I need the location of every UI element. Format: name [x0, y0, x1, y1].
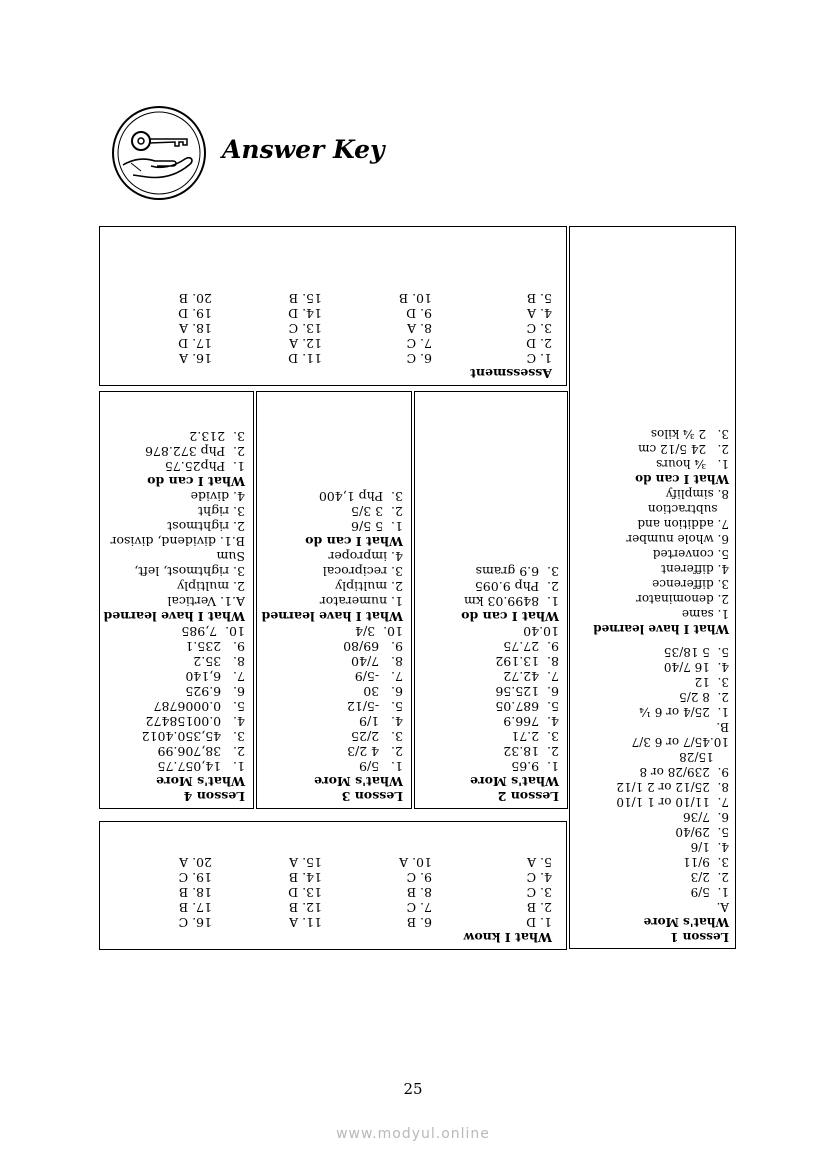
- answer-line: 4. C: [526, 870, 552, 885]
- answer-line: 8. 25/12 or 2 1/12: [616, 780, 729, 794]
- answer-line: 7. 11/10 or 1 1/10: [616, 795, 729, 809]
- assessment-box: [99, 226, 567, 386]
- answer-line: 10. A: [399, 855, 432, 870]
- answer-line: 4. improper: [328, 549, 403, 564]
- answer-line: 6. 125.56: [495, 684, 559, 699]
- answer-line: 5. A: [527, 855, 552, 870]
- answer-line: 4. different: [661, 562, 729, 576]
- answer-line: 3. 6.9 grams: [475, 564, 559, 579]
- answer-line: 4. A: [527, 306, 552, 321]
- section-heading: What I can do: [635, 472, 729, 486]
- answer-line: 11. D: [288, 351, 322, 366]
- answer-line: 15. A: [289, 855, 322, 870]
- answer-line: 2. 8 2/5: [679, 690, 729, 704]
- answer-line: 6. C: [406, 351, 432, 366]
- section-heading: What's More: [156, 774, 245, 789]
- answer-line: 2. Php 372.876: [145, 444, 245, 459]
- answer-line: 15. B: [288, 291, 322, 306]
- answer-column: [322, 291, 432, 366]
- section-heading: What I can do: [305, 534, 403, 549]
- section-heading: What I can do: [147, 474, 245, 489]
- section-heading: What I can do: [461, 609, 559, 624]
- lesson3-content: [261, 489, 403, 804]
- answer-line: 7. C: [406, 336, 432, 351]
- answer-line: 3. 213.2: [189, 429, 245, 444]
- answer-line: 4. divide: [190, 489, 245, 504]
- answer-line: 3. reciprocal: [322, 564, 403, 579]
- answer-line: 18. A: [179, 321, 212, 336]
- answer-line: 13. D: [288, 885, 322, 900]
- answer-line: 7. -5/9: [354, 669, 403, 684]
- answer-column: [432, 291, 552, 366]
- answer-line: 9. 235.1: [185, 639, 245, 654]
- answer-line: [571, 636, 729, 644]
- answer-line: 9. C: [406, 870, 432, 885]
- section-heading: Lesson 2: [497, 789, 559, 804]
- answer-line: 1. D: [526, 915, 552, 930]
- answer-line: 2. 4 2/3: [347, 744, 403, 759]
- answer-line: 4. 1/6: [690, 840, 729, 854]
- answer-line: 3. 12: [694, 675, 729, 689]
- answer-line: 9. D: [406, 306, 432, 321]
- section-heading: What I have learned: [593, 622, 729, 636]
- answer-line: A.1. Vertical: [167, 594, 245, 609]
- answer-line: 9. 27.75: [503, 639, 559, 654]
- answer-line: 7. C: [406, 900, 432, 915]
- answer-column: [322, 855, 432, 930]
- page-title: Answer Key: [222, 135, 385, 164]
- what-i-know-heading: What I know: [463, 930, 552, 945]
- answer-line: 9. 239/28 or 8: [639, 765, 729, 779]
- answer-line: 2. denominator: [636, 592, 729, 606]
- answer-line: 15/28: [679, 750, 729, 764]
- answer-line: 3. difference: [652, 577, 729, 591]
- answer-line: 2. 38,706.99: [157, 744, 245, 759]
- answer-line: 1. same: [681, 607, 729, 621]
- answer-line: 3. 2 ¾ kilos: [650, 427, 729, 441]
- answer-line: 2. multiply: [335, 579, 403, 594]
- answer-line: 4. 1/9: [359, 714, 403, 729]
- section-heading: What's More: [470, 774, 559, 789]
- answer-line: 3. 45,350.4012: [141, 729, 245, 744]
- answer-line: 3. Php 1,400: [318, 489, 403, 504]
- answer-line: 1. 5/9: [359, 759, 403, 774]
- answer-line: 14. B: [288, 870, 322, 885]
- section-heading: What I have learned: [103, 609, 245, 624]
- answer-line: 20. A: [179, 855, 212, 870]
- answer-line: 3. C: [526, 885, 552, 900]
- answer-line: 16. A: [179, 351, 212, 366]
- answer-line: 8. simplify: [665, 487, 729, 501]
- answer-line: 4. 16 7/40: [663, 660, 729, 674]
- answer-line: 5. B: [526, 291, 552, 306]
- lesson4-box: [99, 391, 254, 809]
- answer-line: 2. D: [526, 336, 552, 351]
- answer-line: 17. B: [178, 900, 212, 915]
- answer-line: 8. 13.192: [495, 654, 559, 669]
- answer-line: 12. B: [288, 900, 322, 915]
- section-heading: Lesson 3: [341, 789, 403, 804]
- answer-line: 19. D: [178, 306, 212, 321]
- answer-line: 13. C: [288, 321, 322, 336]
- answer-line: 6. whole number: [626, 532, 729, 546]
- answer-line: 2. 18.32: [503, 744, 559, 759]
- answer-line: 1. ¾ hours: [656, 457, 729, 471]
- answer-line: 17. D: [178, 336, 212, 351]
- answer-line: 8. B: [406, 885, 432, 900]
- answer-line: Sum: [216, 549, 245, 564]
- lesson2-content: [417, 564, 559, 804]
- answer-line: 8. 35.2: [193, 654, 245, 669]
- answer-line: 16. C: [178, 915, 212, 930]
- answer-line: 14. D: [288, 306, 322, 321]
- answer-line: B.1. dividend, divisor: [110, 534, 245, 549]
- lesson4-content: [103, 429, 245, 804]
- answer-column: [112, 855, 212, 930]
- answer-line: 5. converted: [652, 547, 729, 561]
- answer-line: 7. 6,140: [185, 669, 245, 684]
- answer-line: 3. rightmost, left,: [134, 564, 245, 579]
- answer-line: 10. B: [398, 291, 432, 306]
- answer-line: 10.40: [523, 624, 559, 639]
- answer-line: 20. B: [178, 291, 212, 306]
- answer-line: 11. A: [289, 915, 322, 930]
- answer-line: 1. C: [526, 351, 552, 366]
- answer-line: 3. 9/11: [682, 855, 729, 869]
- answer-line: 2. 24 5/12 cm: [638, 442, 729, 456]
- answer-line: 2. 3 3/5: [351, 504, 403, 519]
- answer-line: 5. -5/12: [346, 699, 403, 714]
- answer-column: [212, 855, 322, 930]
- answer-line: 5. 5 18/35: [663, 645, 729, 659]
- answer-line: 7. addition and: [637, 517, 729, 531]
- answer-line: 5. 0.0006787: [153, 699, 245, 714]
- answer-line: 1. 9.65: [511, 759, 559, 774]
- section-heading: What's More: [643, 915, 729, 929]
- answer-line: 10. 7,985: [181, 624, 245, 639]
- answer-line: 2. B: [526, 900, 552, 915]
- answer-line: 3. 2.71: [511, 729, 559, 744]
- answer-line: 12. A: [289, 336, 322, 351]
- answer-line: 3. right: [198, 504, 245, 519]
- lesson1-content: [571, 426, 729, 944]
- what-i-know-box: [99, 821, 567, 950]
- answer-line: 1. 8499.03 km: [464, 594, 559, 609]
- answer-line: 10. 3/4: [355, 624, 403, 639]
- answer-line: 9. 69/80: [343, 639, 403, 654]
- answer-line: 1. 5/9: [690, 885, 729, 899]
- answer-line: 4. 0.00158472: [145, 714, 245, 729]
- section-heading: Lesson 4: [183, 789, 245, 804]
- answer-line: 6. 30: [363, 684, 403, 699]
- answer-line: 1. Php25.75: [164, 459, 245, 474]
- answer-line: 5. 29/40: [675, 825, 729, 839]
- answer-column: [112, 291, 212, 366]
- assessment-heading: Assessment: [470, 366, 552, 381]
- answer-line: 7. 42.72: [503, 669, 559, 684]
- answer-line: 6. 6.925: [185, 684, 245, 699]
- section-heading: Lesson 1: [670, 930, 729, 944]
- answer-line: 4. 766.9: [503, 714, 559, 729]
- lesson2-box: [414, 391, 568, 809]
- answer-line: 3. 2/25: [351, 729, 403, 744]
- answer-line: 6. 7/36: [682, 810, 729, 824]
- answer-line: 8. A: [407, 321, 432, 336]
- answer-line: B.: [716, 720, 729, 734]
- answer-line: 1. 5 5/6: [351, 519, 403, 534]
- watermark: www.modyul.online: [336, 1126, 490, 1142]
- answer-line: 2. rightmost: [167, 519, 245, 534]
- section-heading: What I have learned: [261, 609, 403, 624]
- lesson1-box: [569, 226, 736, 949]
- answer-line: 2. 2/3: [690, 870, 729, 884]
- answer-line: 3. C: [526, 321, 552, 336]
- answer-line: 1. numerator: [319, 594, 403, 609]
- answer-line: 6. B: [406, 915, 432, 930]
- answer-line: A.: [716, 900, 729, 914]
- answer-column: [212, 291, 322, 366]
- answer-line: 19. C: [178, 870, 212, 885]
- section-heading: What's More: [314, 774, 403, 789]
- answer-line: 18. B: [178, 885, 212, 900]
- answer-line: 1. 14,057.75: [157, 759, 245, 774]
- page-number: 25: [403, 1080, 423, 1098]
- lesson3-box: [256, 391, 412, 809]
- key-in-hand-icon: [111, 105, 207, 201]
- answer-line: 10.45/7 or 6 3/7: [631, 735, 729, 749]
- answer-line: 8. 7/40: [351, 654, 403, 669]
- answer-line: 1. 25/4 or 6 ¼: [639, 705, 729, 719]
- answer-line: subtraction: [647, 502, 729, 516]
- answer-line: 2. Php 9.095: [474, 579, 559, 594]
- answer-line: 2. multiply: [177, 579, 245, 594]
- answer-column: [432, 855, 552, 930]
- answer-line: 5. 687.05: [495, 699, 559, 714]
